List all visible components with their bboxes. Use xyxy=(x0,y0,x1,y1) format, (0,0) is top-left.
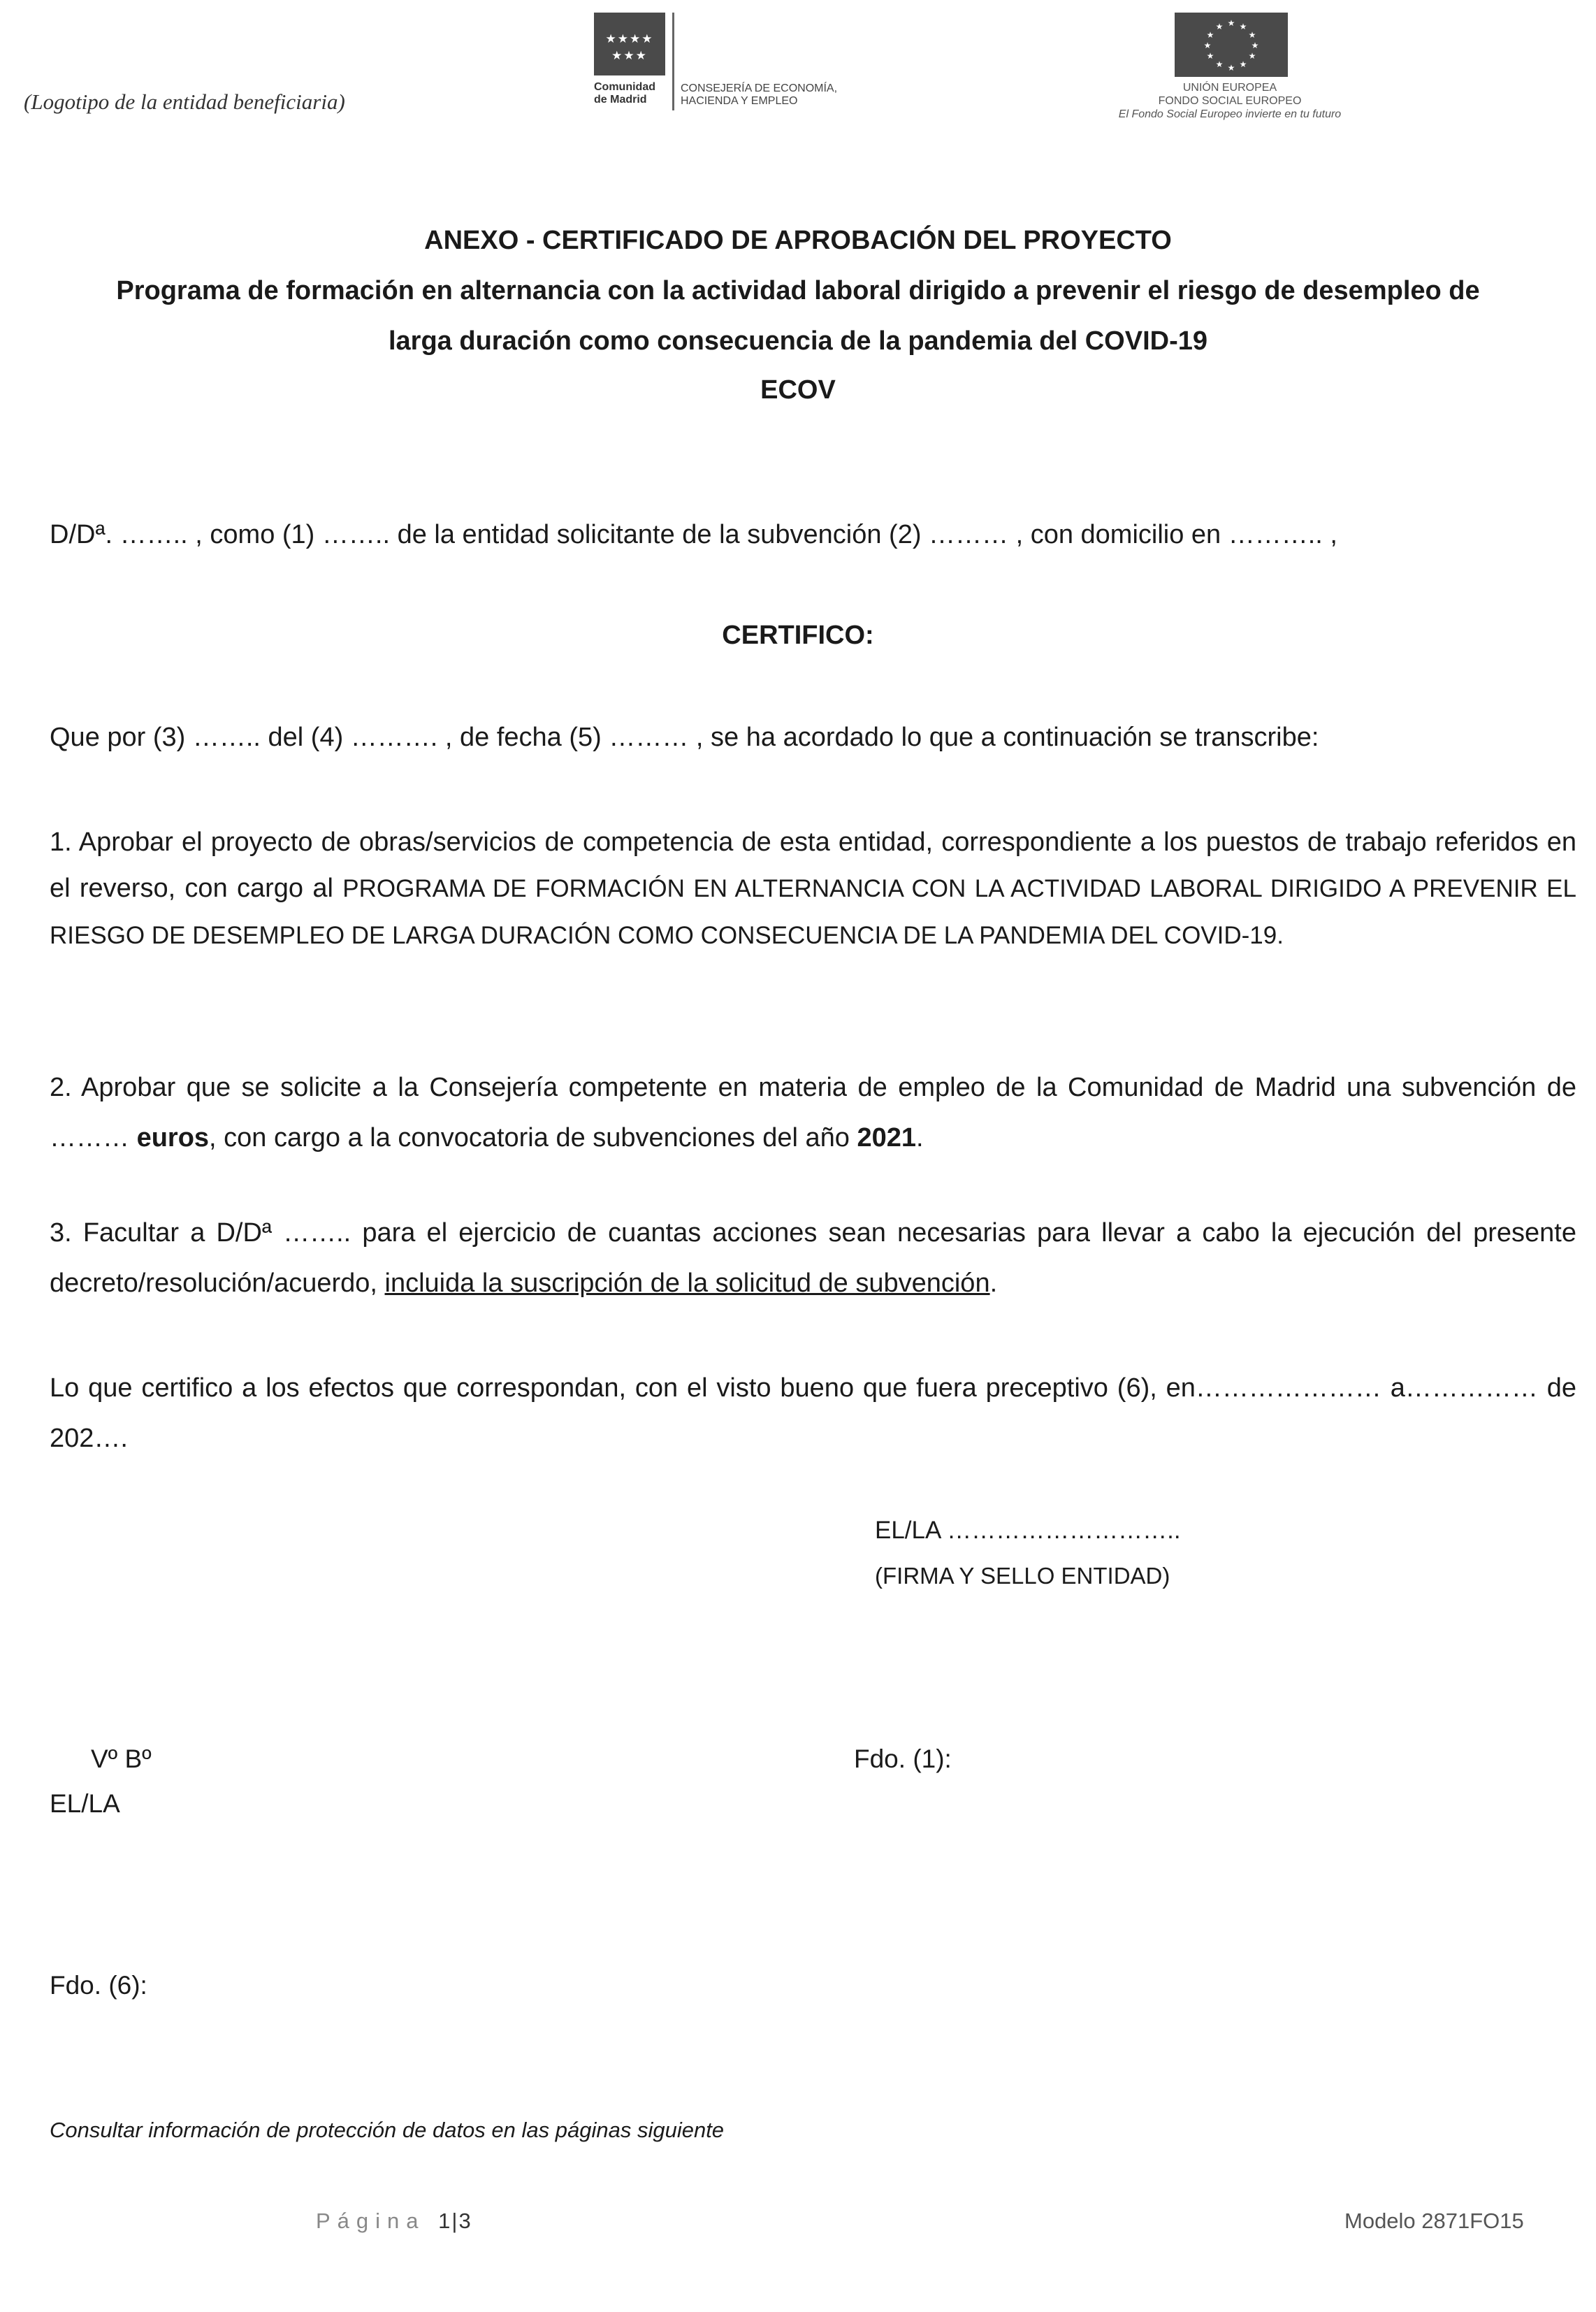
agreement-line: Que por (3) …….. del (4) ………. , de fecha (5) ……… , se ha acordado lo que a continuación se transcribe: xyxy=(50,723,1319,752)
data-protection-note: Consultar información de protección de datos en las páginas siguiente xyxy=(50,2118,725,2142)
madrid-department xyxy=(681,82,837,108)
eu-flag-icon xyxy=(1175,13,1288,77)
certification-closing: Lo que certifico a los efectos que correspondan, con el visto bueno que fuera preceptivo (6), en………………… a…………… de 202…. xyxy=(50,1373,1576,1453)
svg-text:★: ★ xyxy=(1203,41,1212,50)
clause-2-text: 2. Aprobar que se solicite a la Consejería competente en materia de empleo de la Comunidad de Madrid una subvención de ……… xyxy=(50,1073,1576,1153)
clause-3 xyxy=(50,1208,1576,1308)
visto-bueno-ella: EL/LA xyxy=(50,1789,120,1818)
eu-fse-logo xyxy=(1104,13,1356,124)
page-total: 3 xyxy=(458,2209,472,2233)
svg-text:★: ★ xyxy=(1248,51,1256,61)
page-number xyxy=(316,2209,472,2234)
madrid-dept-line: CONSEJERÍA DE ECONOMÍA, xyxy=(681,82,838,94)
signatory-line: EL/LA ……………………….. xyxy=(875,1517,1181,1544)
page-current: 1 xyxy=(438,2209,452,2233)
page-label: Página xyxy=(316,2209,426,2233)
clause-2-end: . xyxy=(915,1123,924,1153)
madrid-name-line: de Madrid xyxy=(594,94,647,106)
clause-2 xyxy=(50,1062,1576,1163)
madrid-name-line: Comunidad xyxy=(594,81,655,93)
eu-caption xyxy=(1104,81,1356,121)
clause-2-text: , con cargo a la convocatoria de subvenciones del año xyxy=(209,1123,850,1153)
madrid-stars-icon: ★★★ xyxy=(611,49,648,62)
certifico-heading: CERTIFICO: xyxy=(722,621,874,650)
svg-text:★: ★ xyxy=(1239,22,1247,31)
svg-text:★: ★ xyxy=(1251,41,1259,50)
svg-text:★: ★ xyxy=(1215,59,1224,69)
clause-1 xyxy=(50,819,1576,959)
svg-text:★: ★ xyxy=(1215,22,1224,31)
clause-1-text: 1. Aprobar el proyecto de obras/servicios de competencia de esta entidad, correspondiente a los puestos de trabajo referidos en el reverso, con cargo al xyxy=(50,828,1576,903)
program-name-caps: PROGRAMA DE FORMACIÓN EN ALTERNANCIA CON LA ACTIVIDAD LABORAL DIRIGIDO A PREVENIR EL RIESGO DE DESEMPLEO DE LARGA DURACIÓN COMO CONSECUENCIA DE LA PANDEMIA DEL COVID-19. xyxy=(50,875,1576,949)
madrid-dept-line: HACIENDA Y EMPLEO xyxy=(681,95,798,107)
year-value: 2021 xyxy=(857,1123,916,1153)
program-code: ECOV xyxy=(760,375,836,405)
eu-caption-line: El Fondo Social Europeo invierte en tu futuro xyxy=(1118,108,1342,120)
declarant-line: D/Dª. …….. , como (1) …….. de la entidad solicitante de la subvención (2) ……… , con domicilio en ……….. , xyxy=(50,520,1337,549)
visto-bueno-label: Vº Bº xyxy=(91,1744,152,1773)
clause-3-end: . xyxy=(989,1269,998,1298)
svg-text:★: ★ xyxy=(1239,59,1247,69)
svg-text:★: ★ xyxy=(1248,30,1256,40)
program-title-line: Programa de formación en alternancia con la actividad laboral dirigido a prevenir el riesgo de desempleo de xyxy=(116,276,1480,305)
madrid-flag-icon xyxy=(594,13,665,75)
eu-caption-line: FONDO SOCIAL EUROPEO xyxy=(1158,95,1302,107)
madrid-stars-icon: ★★★★ xyxy=(605,32,654,45)
signed-1-label: Fdo. (1): xyxy=(854,1744,952,1773)
beneficiary-logo-placeholder: (Logotipo de la entidad beneficiaria) xyxy=(24,89,345,114)
clause-3-underlined: incluida la suscripción de la solicitud de subvención xyxy=(384,1269,990,1298)
svg-text:★: ★ xyxy=(1227,18,1235,28)
svg-text:★: ★ xyxy=(1206,51,1214,61)
logo-divider xyxy=(672,13,674,110)
svg-text:★: ★ xyxy=(1206,30,1214,40)
eu-caption-line: UNIÓN EUROPEA xyxy=(1182,82,1277,94)
signature-stamp-label: (FIRMA Y SELLO ENTIDAD) xyxy=(875,1563,1170,1589)
clause-3-text: 3. Facultar a D/Dª …….. para el ejercicio de cuantas acciones sean necesarias para llevar a cabo la ejecución del presente decreto/resolución/acuerdo, xyxy=(50,1218,1576,1298)
svg-text:★: ★ xyxy=(1227,63,1235,73)
form-model-code: Modelo 2871FO15 xyxy=(1344,2209,1524,2233)
page-separator: | xyxy=(451,2209,459,2233)
signed-6-label: Fdo. (6): xyxy=(50,1971,147,2000)
comunidad-madrid-logo xyxy=(594,13,873,117)
program-title-line: larga duración como consecuencia de la pandemia del COVID-19 xyxy=(388,326,1208,356)
euros-label: euros xyxy=(136,1123,210,1153)
document-title: ANEXO - CERTIFICADO DE APROBACIÓN DEL PROYECTO xyxy=(424,226,1172,255)
madrid-logo-name xyxy=(594,81,655,106)
